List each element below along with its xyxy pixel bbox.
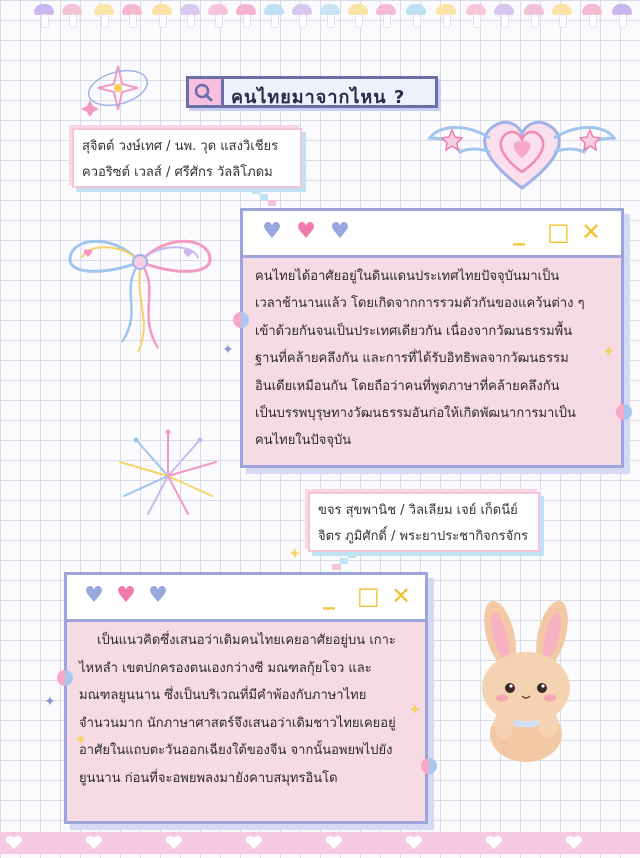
text-line: อาศัยในแถบตะวันออกเฉียงใต้ของจีน จากนั้นอพยพไปยัง <box>79 743 393 758</box>
star-icon: ✦ <box>222 342 234 358</box>
mushroom-icon <box>582 4 602 28</box>
mushroom-icon <box>348 4 368 28</box>
star-icon: ✦ <box>44 694 56 710</box>
text-line: อินเดียเหมือนกัน โดยถือว่าคนที่พูดภาษาที่คล้ายคลึงกัน <box>255 378 560 394</box>
mushroom-icon <box>320 4 340 28</box>
star-icon: ✦ <box>288 544 302 563</box>
dot-icon <box>616 404 632 420</box>
author-line: ขจร สุขพานิช / วิลเลียม เจย์ เก็ดนีย์ <box>318 503 518 518</box>
winged-heart-icon <box>424 108 620 194</box>
authors-label-2 <box>308 492 540 552</box>
author-line: ควอริซต์ เวลส์ / ศรีศักร วัลลิโภดม <box>82 165 273 180</box>
mushroom-icon <box>466 4 486 28</box>
mushroom-icon <box>264 4 284 28</box>
mushroom-icon <box>552 4 572 28</box>
heart-icon: ♥ <box>116 583 136 608</box>
mushroom-icon <box>494 4 514 28</box>
dot-icon <box>57 670 73 686</box>
text-line: เป็นบรรพบุรุษทางวัฒนธรรมอันก่อให้เกิดพัฒนาการมาเป็น <box>255 406 576 422</box>
heart-icon: ♥ <box>262 219 282 244</box>
text-line: เข้าด้วยกันจนเป็นประเทศเดียวกัน เนื่องจากวัฒนธรรมพื้น <box>255 323 573 339</box>
heart-icon: ♥ <box>84 583 104 608</box>
search-icon <box>189 79 224 105</box>
ribbon-bow-icon <box>62 232 220 362</box>
dot-icon <box>233 312 249 328</box>
window-titlebar <box>243 211 621 258</box>
bottom-border <box>0 832 640 854</box>
mushroom-icon <box>34 4 54 28</box>
window-body-text <box>79 627 413 792</box>
page-title-bar <box>186 76 438 108</box>
firework-icon <box>104 426 232 518</box>
close-button[interactable]: ✕ <box>581 218 602 246</box>
minimize-button[interactable]: _ <box>513 218 525 246</box>
window-body-text <box>255 263 609 455</box>
mushroom-icon <box>236 4 256 28</box>
window-titlebar <box>67 575 425 622</box>
mushroom-icon <box>612 4 632 28</box>
mushroom-icon <box>62 4 82 28</box>
text-line: คนไทยได้อาศัยอยู่ในดินแดนประเทศไทยปัจจุบันมาเป็น <box>255 269 560 284</box>
bunny-mascot-icon <box>456 598 596 768</box>
heart-icon: ♥ <box>148 583 168 608</box>
pixel-tail-icon <box>332 552 360 574</box>
mushroom-icon <box>376 4 396 28</box>
info-window-2 <box>64 572 428 824</box>
mushroom-icon <box>94 4 114 28</box>
text-line: ฐานที่คล้ายคลึงกัน และการที่ได้รับอิทธิพลจากวัฒนธรรม <box>255 351 569 367</box>
sparkle-burst-icon <box>78 60 148 116</box>
text-line: คนไทยในปัจจุบัน <box>255 433 352 449</box>
info-window-1 <box>240 208 624 468</box>
mushroom-icon <box>122 4 142 28</box>
text-line: มณฑลยูนนาน ซึ่งเป็นบริเวณที่มีคำพ้องกับภาษาไทย <box>79 688 367 703</box>
star-icon: ✦ <box>74 730 88 749</box>
text-line: เป็นแนวคิดซึ่งเสนอว่าเดิมคนไทยเคยอาศัยอยู่บน เกาะ <box>97 633 396 648</box>
star-icon: ✦ <box>408 700 422 719</box>
author-line: สุจิตต์ วงษ์เทศ / นพ. วุด แสงวิเชียร <box>82 139 279 154</box>
mushroom-icon <box>180 4 200 28</box>
mushroom-border <box>0 4 640 34</box>
text-line: เวลาช้านานแล้ว โดยเกิดจากการรวมตัวกันของแคว้นต่าง ๆ <box>255 296 585 312</box>
heart-icon: ♥ <box>330 219 350 244</box>
text-line: ยูนนาน ก่อนที่จะอพยพลงมายังคาบสมุทรอินโด <box>79 770 338 786</box>
mushroom-icon <box>436 4 456 28</box>
minimize-button[interactable]: _ <box>323 582 335 610</box>
author-line: จิตร ภูมิศักดิ์ / พระยาประชากิจกรจักร <box>318 529 529 544</box>
page-title: คนไทยมาจากไหน ? <box>231 87 406 108</box>
mushroom-icon <box>524 4 544 28</box>
maximize-button[interactable]: □ <box>547 218 570 246</box>
star-icon: ✦ <box>602 342 616 361</box>
mushroom-icon <box>208 4 228 28</box>
authors-label-1 <box>72 128 302 188</box>
text-line: ไหหลำ เขตปกครองตนเองกว่างซี มณฑลกุ้ยโจว และ <box>79 660 372 676</box>
close-button[interactable]: ✕ <box>391 582 412 610</box>
mushroom-icon <box>152 4 172 28</box>
mushroom-icon <box>292 4 312 28</box>
maximize-button[interactable]: □ <box>357 582 380 610</box>
mushroom-icon <box>406 4 426 28</box>
heart-icon: ♥ <box>296 219 316 244</box>
dot-icon <box>421 758 437 774</box>
text-line: จำนวนมาก นักภาษาศาสตร์จึงเสนอว่าเดิมชาวไทยเคยอยู่ <box>79 715 396 731</box>
